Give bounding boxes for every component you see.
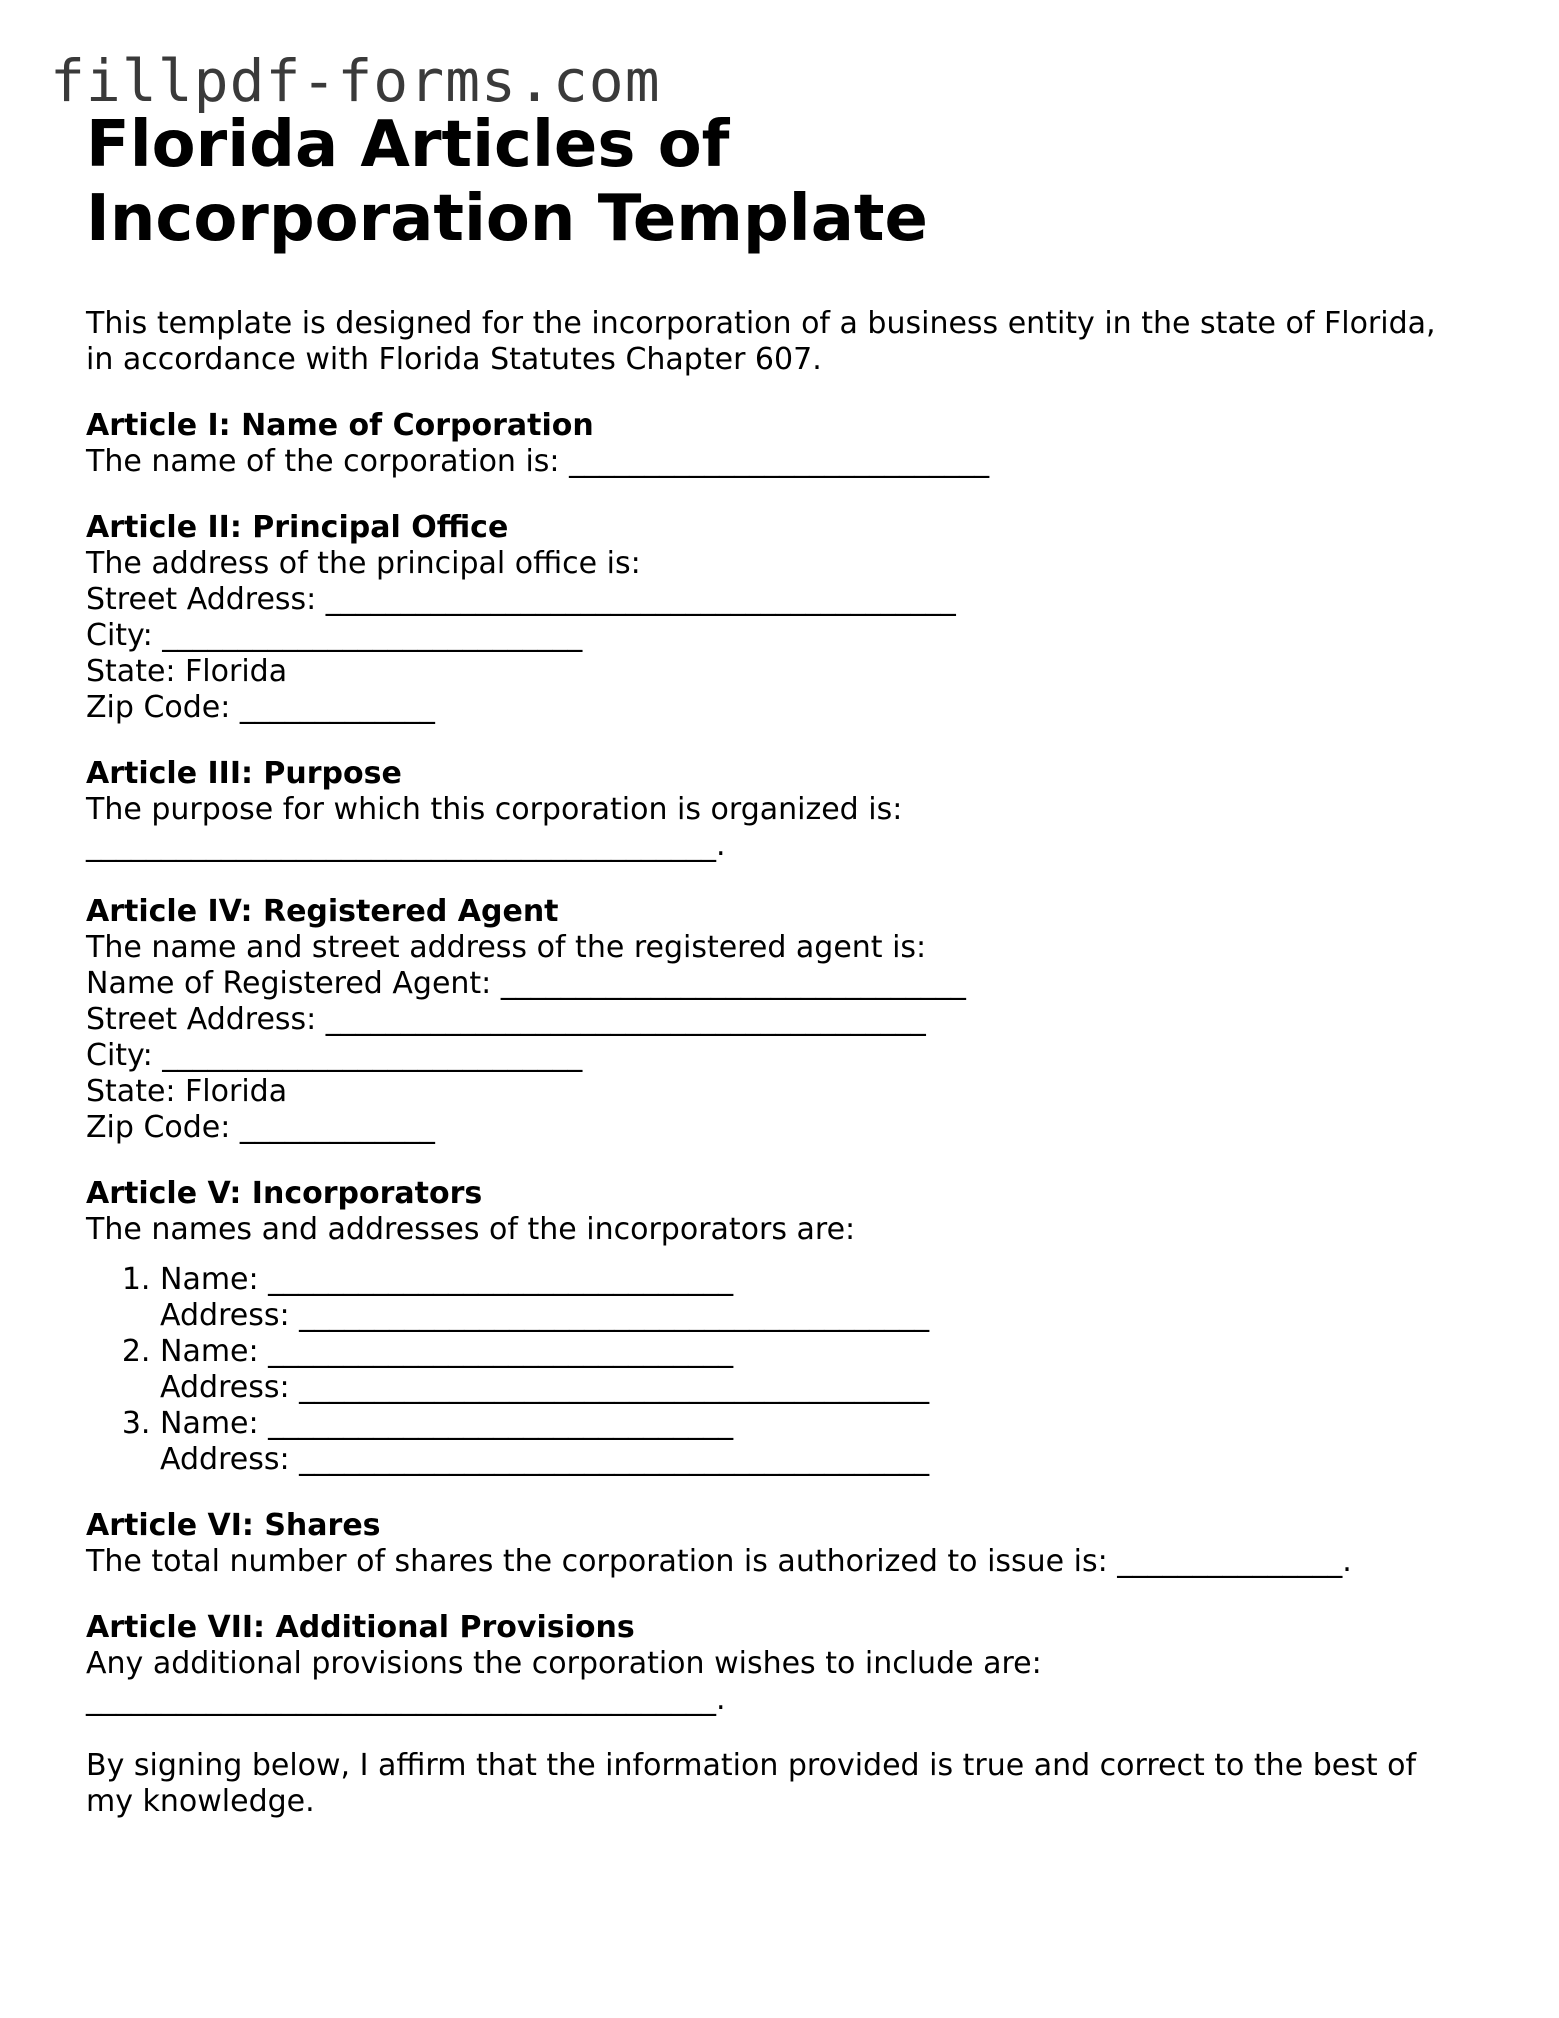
incorporators-list <box>86 1262 1486 1478</box>
article-2-section <box>86 510 1486 726</box>
list-item <box>160 1262 1486 1334</box>
principal-zip-field[interactable]: Zip Code: _____________ <box>86 690 435 725</box>
incorporator-2-address-field[interactable]: Address: __________________________________________ <box>160 1370 930 1405</box>
article-6-title: Article VI: Shares <box>86 1508 381 1543</box>
watermark: fillpdf-forms.com <box>50 47 661 115</box>
corporation-name-field[interactable]: The name of the corporation is: ____________________________ <box>86 444 990 479</box>
purpose-lead: The purpose for which this corporation is organized is: <box>86 792 903 827</box>
agent-street-field[interactable]: Street Address: ________________________________________ <box>86 1002 926 1037</box>
incorporators-lead: The names and addresses of the incorporators are: <box>86 1212 856 1247</box>
agent-lead: The name and street address of the registered agent is: <box>86 930 927 965</box>
shares-field[interactable]: The total number of shares the corporation is authorized to issue is: _______________. <box>86 1544 1352 1579</box>
article-2-title: Article II: Principal Office <box>86 510 509 545</box>
agent-zip-field[interactable]: Zip Code: _____________ <box>86 1110 435 1145</box>
list-item <box>160 1406 1486 1478</box>
article-7-title: Article VII: Additional Provisions <box>86 1610 635 1645</box>
article-5-section <box>86 1176 1486 1478</box>
article-3-section <box>86 756 1486 864</box>
article-4-section <box>86 894 1486 1146</box>
provisions-field[interactable]: __________________________________________. <box>86 1682 726 1717</box>
article-1-title: Article I: Name of Corporation <box>86 408 594 443</box>
article-6-section <box>86 1508 1486 1580</box>
article-7-section <box>86 1610 1486 1718</box>
incorporator-1-address-field[interactable]: Address: __________________________________________ <box>160 1298 930 1333</box>
provisions-lead: Any additional provisions the corporation wishes to include are: <box>86 1646 1042 1681</box>
article-4-title: Article IV: Registered Agent <box>86 894 559 929</box>
incorporator-2-name-field[interactable]: 2. Name: _______________________________ <box>160 1334 734 1369</box>
agent-name-field[interactable]: Name of Registered Agent: _______________________________ <box>86 966 966 1001</box>
article-3-title: Article III: Purpose <box>86 756 402 791</box>
document-body <box>86 108 1486 1850</box>
principal-street-field[interactable]: Street Address: __________________________________________ <box>86 582 956 617</box>
principal-office-lead: The address of the principal office is: <box>86 546 641 581</box>
incorporator-3-address-field[interactable]: Address: __________________________________________ <box>160 1442 930 1477</box>
article-5-title: Article V: Incorporators <box>86 1176 483 1211</box>
list-item <box>160 1334 1486 1406</box>
agent-city-field[interactable]: City: ____________________________ <box>86 1038 583 1073</box>
purpose-field[interactable]: __________________________________________. <box>86 828 726 863</box>
agent-state-text: State: Florida <box>86 1074 288 1109</box>
affirmation-paragraph: By signing below, I affirm that the information provided is true and correct to the best of my knowledge. <box>86 1748 1417 1819</box>
intro-paragraph: This template is designed for the incorporation of a business entity in the state of Florida, in accordance with Florida Statutes Chapter 607. <box>86 306 1436 377</box>
principal-city-field[interactable]: City: ____________________________ <box>86 618 583 653</box>
incorporator-3-name-field[interactable]: 3. Name: _______________________________ <box>160 1406 734 1441</box>
article-1-section <box>86 408 1486 480</box>
document-title: Florida Articles of Incorporation Template <box>86 108 928 256</box>
incorporator-1-name-field[interactable]: 1. Name: _______________________________ <box>160 1262 734 1297</box>
principal-state-text: State: Florida <box>86 654 288 689</box>
